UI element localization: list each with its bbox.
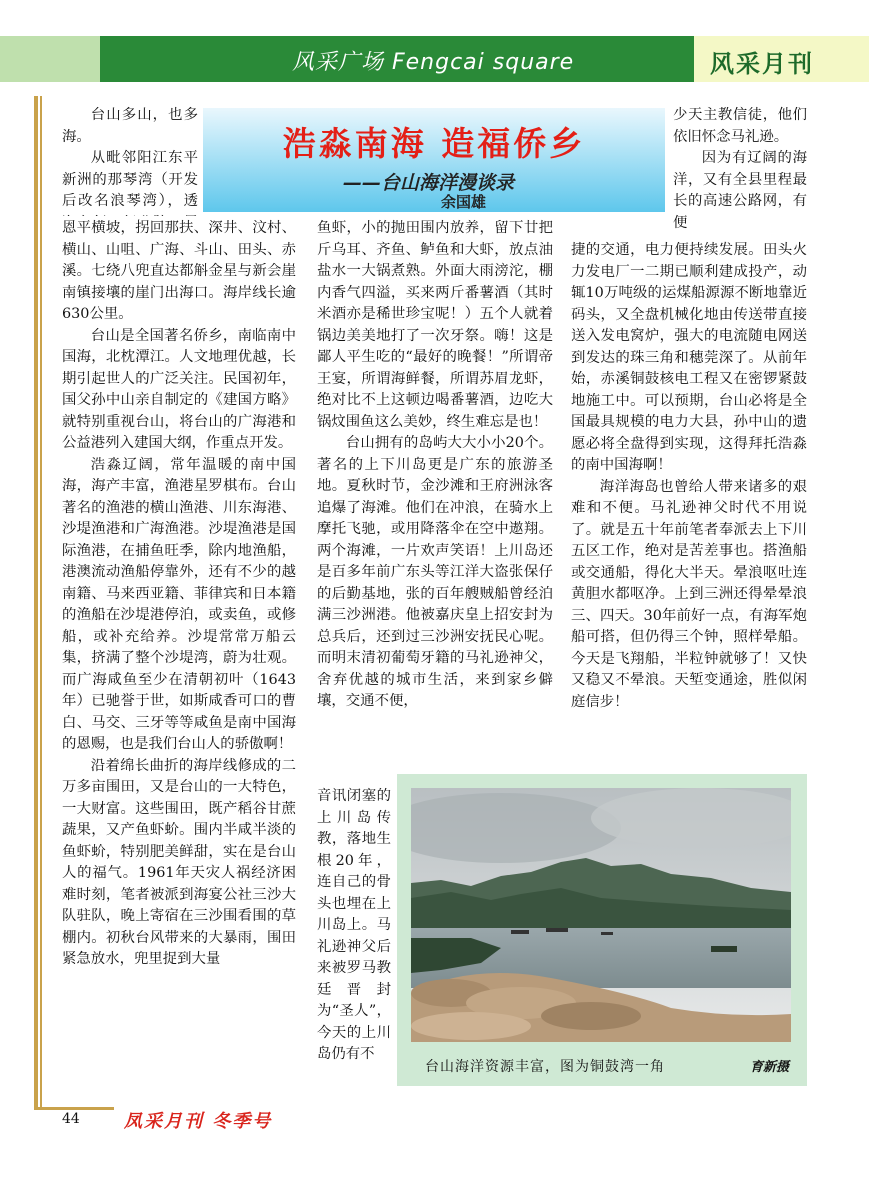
- photo-credit: 育新摄: [749, 1060, 789, 1075]
- photo-caption: 台山海洋资源丰富，图为铜鼓湾一角: [425, 1059, 665, 1075]
- col2-body: [317, 218, 553, 788]
- paragraph: 因为有辽阔的海洋，又有全县里程最长的高速公路网，有便: [673, 150, 807, 231]
- paragraph: 从毗邻阳江东平新洲的那琴湾（开发后改名浪琴湾），透: [62, 150, 198, 209]
- col3-body: [571, 240, 807, 770]
- coastline-image: [411, 788, 791, 1042]
- page-number: 44: [62, 1111, 80, 1127]
- article-banner: [203, 108, 665, 212]
- paragraph: 浩淼辽阔，常年温暖的南中国海，海产丰富，渔港星罗棋布。台山著名的渔港的横山渔港、川东海港、沙堤渔港和广海渔港。沙堤渔港是国际渔港，在捕鱼旺季，除内地渔船，港澳流动渔船停靠外，还有不少的越南籍、马来西亚籍、菲律宾和日本籍的渔船在沙堤港停泊，或卖鱼，或修船，或补充给养。沙堤常常万船云集，挤满了整个沙堤湾，蔚为壮观。而广海咸鱼至少在清朝初叶（1643年）已驰誉于世，如斯咸香可口的曹白、马交、三牙等等咸鱼是南中国海的恩赐，也是我们台山人的骄傲啊！: [62, 456, 296, 752]
- col1-body: [62, 218, 296, 1088]
- paragraph: 台山拥有的岛屿大大小小20个。著名的上下川岛更是广东的旅游圣地。夏秋时节，金沙滩和王府洲泳客追爆了海滩。他们在冲浪，在骑水上摩托飞驰，或用降落伞在空中遨翔。两个海滩，一片欢声笑语！上川岛还是百多年前广东头等江洋大盗张保仔的后勤基地，张的百年艘贼船曾经泊满三沙洲港。他被嘉庆皇上招安封为总兵后，还到过三沙洲安抚民心呢。而明末清初葡萄牙籍的马礼逊神父，舍弃优越的城市生活，来到家乡僻壤，交通不便，: [317, 435, 553, 709]
- col1-top: [62, 105, 198, 148]
- col2-narrow: [317, 786, 391, 1088]
- paragraph: 恩平横坡，拐回那扶、深井、汶村、横山、山咀、广海、斗山、田头、赤溪。七绕八兜直达都斛金星与新会崖南镇接壤的崖门出海口。海岸线长逾630公里。: [62, 220, 296, 322]
- photo-box: [397, 774, 807, 1086]
- paragraph: 沿着绵长曲折的海岸线修成的二万多亩围田，又是台山的一大特色，一大财富。这些围田，既产稻谷甘蔗蔬果，又产鱼虾蚧。围内半咸半淡的鱼虾蚧，特别肥美鲜甜，实在是台山人的福气。1961年天灾人祸经济困难时刻，笔者被派到海宴公社三沙大队驻队，晚上寄宿在三沙围看围的草棚内。初秋台风带来的大暴雨，围田紧急放水，兜里捉到大量: [62, 757, 296, 967]
- paragraph: 捷的交通，电力便持续发展。田头火力发电厂一二期已顺利建成投产，动辄10万吨级的运煤船源源不断地靠近码头，又全盘机械化地由传送带直接送入发电窝炉，强大的电流随电网送到发达的珠三角和穗莞深了。从前年始，赤溪铜鼓核电工程又在密锣紧鼓地施工中。可以预期，台山必将是全国最具规模的电力大县，孙中山的遗愿必将全盘得到实现，这得拜托浩淼的南中国海啊！: [571, 242, 807, 473]
- bottom-frame-bar: [34, 1107, 114, 1110]
- col3-top: [673, 105, 807, 237]
- paragraph: 音讯闭塞的上川岛传教，落地生根20年，连自己的骨头也埋在上川岛上。马礼逊神父后来被罗马教廷晋封为“圣人”，今天的上川岛仍有不: [317, 788, 391, 1062]
- left-frame-bar-thin: [40, 96, 42, 1108]
- article-subtitle: ——台山海洋漫谈录: [343, 172, 515, 194]
- paragraph: 鱼虾，小的抛田围内放养，留下廿把斤乌耳、齐鱼、鲈鱼和大虾，放点油盐水一大锅煮熟。外面大雨滂沱，棚内香气四溢，买来两斤番薯酒（其时米酒亦是稀世珍宝呢！）五个人就着锅边美美地打了一次牙祭。嗨！这是鄙人平生吃的“最好的晚餐！”所谓帝王宴，所谓海鲜餐，所谓苏眉龙虾，绝对比不上这顿边喝番薯酒，边吃大锅炆围鱼这么美妙，终生难忘是也！: [317, 220, 553, 430]
- page-header: [0, 36, 869, 82]
- paragraph: 海洋海岛也曾给人带来诸多的艰难和不便。马礼逊神父时代不用说了。就是五十年前笔者奉派去上下川五区工作，绝对是苦差事也。搭渔船或交通船，得化大半天。晕浪呕吐连黄胆水都呕净。上到三洲还得晕晕浪三、四天。30年前好一点，有海军炮船可搭，但仍得三个钟，照样晕船。今天是飞翔船，半粒钟就够了！又快又稳又不晕浪。天堑变通途，胜似闲庭信步！: [571, 478, 807, 710]
- col1-intro-narrow: [62, 148, 198, 216]
- paragraph: 少天主教信徒，他们依旧怀念马礼逊。: [673, 107, 807, 145]
- magazine-name: 风采月刊: [710, 50, 814, 78]
- left-frame-bar: [34, 96, 38, 1108]
- article-title: 浩淼南海 造福侨乡: [282, 124, 586, 163]
- paragraph: 台山是全国著名侨乡，南临南中国海，北枕潭江。人文地理优越，长期引起世人的广泛关注。民国初年，国父孙中山亲自制定的《建国方略》就特别重视台山，将台山的广海港和公益港列入建国大纲，作重点开发。: [62, 327, 296, 451]
- paragraph: 台山多山，也多海。: [62, 107, 198, 145]
- bay-photo: [411, 788, 791, 1042]
- section-title: 风采广场 Fengcai square: [292, 50, 575, 75]
- footer-magazine: 凤采月刊 冬季号: [124, 1111, 273, 1132]
- article-author: 余国雄: [441, 193, 487, 211]
- header-left-band: [0, 36, 100, 82]
